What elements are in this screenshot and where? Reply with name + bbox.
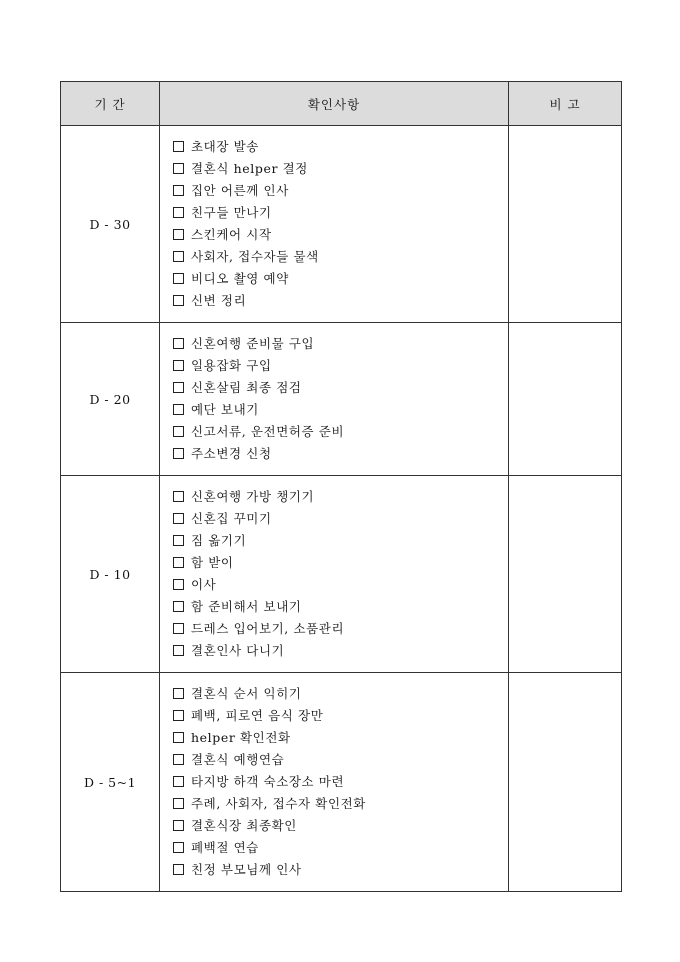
checkbox-square-icon[interactable] — [173, 448, 184, 459]
checklist-items — [173, 333, 508, 465]
checklist-item-label: 예단 보내기 — [191, 402, 259, 417]
checkbox-square-icon[interactable] — [173, 579, 184, 590]
checkbox-square-icon[interactable] — [173, 864, 184, 875]
checklist-item — [173, 486, 508, 508]
checklist-item — [173, 158, 508, 180]
table-row — [61, 126, 622, 323]
notes-cell — [509, 673, 622, 892]
checklist-item-label: 함 받이 — [191, 555, 234, 570]
checklist-item — [173, 793, 508, 815]
checklist-item-label: 친구들 만나기 — [191, 205, 272, 220]
checklist-item-label: 신고서류, 운전면허증 준비 — [191, 424, 345, 439]
checklist-item-label: 신변 정리 — [191, 293, 247, 308]
checkbox-square-icon[interactable] — [173, 295, 184, 306]
checklist-item — [173, 202, 508, 224]
items-cell — [160, 126, 509, 323]
checkbox-square-icon[interactable] — [173, 273, 184, 284]
checklist-item — [173, 421, 508, 443]
header-row — [61, 82, 622, 126]
checklist-item-label: 타지방 하객 숙소장소 마련 — [191, 774, 345, 789]
checkbox-square-icon[interactable] — [173, 754, 184, 765]
checklist-item-label: 폐백, 피로연 음식 장만 — [191, 708, 324, 723]
checkbox-square-icon[interactable] — [173, 557, 184, 568]
table-row — [61, 476, 622, 673]
checklist-item — [173, 399, 508, 421]
table-row — [61, 323, 622, 476]
checklist-item-label: 이사 — [191, 577, 217, 592]
period-cell: D - 10 — [61, 476, 160, 673]
checkbox-square-icon[interactable] — [173, 185, 184, 196]
checklist-item — [173, 837, 508, 859]
checklist-item — [173, 705, 508, 727]
checklist-item — [173, 246, 508, 268]
checklist-item — [173, 596, 508, 618]
checklist-item — [173, 683, 508, 705]
checklist-item — [173, 508, 508, 530]
checkbox-square-icon[interactable] — [173, 491, 184, 502]
checkbox-square-icon[interactable] — [173, 645, 184, 656]
checklist-item-label: 폐백절 연습 — [191, 840, 259, 855]
checklist-table — [60, 81, 622, 892]
items-cell — [160, 323, 509, 476]
checklist-item — [173, 618, 508, 640]
checkbox-square-icon[interactable] — [173, 360, 184, 371]
checklist-item — [173, 552, 508, 574]
checkbox-square-icon[interactable] — [173, 382, 184, 393]
checklist-item-label: 친정 부모님께 인사 — [191, 862, 302, 877]
checklist-item-label: 함 준비해서 보내기 — [191, 599, 302, 614]
header-items: 확인사항 — [160, 82, 509, 126]
checkbox-square-icon[interactable] — [173, 513, 184, 524]
checklist-item-label: 신혼집 꾸미기 — [191, 511, 272, 526]
checkbox-square-icon[interactable] — [173, 229, 184, 240]
checkbox-square-icon[interactable] — [173, 207, 184, 218]
items-cell — [160, 673, 509, 892]
checklist-item-label: 비디오 촬영 예약 — [191, 271, 289, 286]
checklist-item-label: 사회자, 접수자들 물색 — [191, 249, 319, 264]
checkbox-square-icon[interactable] — [173, 601, 184, 612]
checklist-item-label: 결혼식 helper 결정 — [191, 161, 308, 176]
checklist-item — [173, 377, 508, 399]
checkbox-square-icon[interactable] — [173, 163, 184, 174]
checkbox-square-icon[interactable] — [173, 798, 184, 809]
checkbox-square-icon[interactable] — [173, 338, 184, 349]
checkbox-square-icon[interactable] — [173, 141, 184, 152]
checklist-items — [173, 136, 508, 312]
period-cell: D - 5~1 — [61, 673, 160, 892]
checkbox-square-icon[interactable] — [173, 842, 184, 853]
checklist-item-label: 주소변경 신청 — [191, 446, 272, 461]
checklist-item-label: helper 확인전화 — [191, 730, 291, 745]
notes-cell — [509, 126, 622, 323]
checkbox-square-icon[interactable] — [173, 820, 184, 831]
checklist-item-label: 신혼살림 최종 점검 — [191, 380, 302, 395]
checkbox-square-icon[interactable] — [173, 623, 184, 634]
checklist-items — [173, 683, 508, 881]
checklist-item-label: 초대장 발송 — [191, 139, 259, 154]
notes-cell — [509, 323, 622, 476]
checklist-item — [173, 815, 508, 837]
checkbox-square-icon[interactable] — [173, 732, 184, 743]
checklist-item-label: 주례, 사회자, 접수자 확인전화 — [191, 796, 366, 811]
checklist-item-label: 결혼식장 최종확인 — [191, 818, 297, 833]
table-row — [61, 673, 622, 892]
checklist-item — [173, 355, 508, 377]
checklist-item — [173, 530, 508, 552]
checklist-item — [173, 180, 508, 202]
checklist-item-label: 드레스 입어보기, 소품관리 — [191, 621, 345, 636]
checklist-item-label: 일용잡화 구입 — [191, 358, 272, 373]
checklist-item — [173, 136, 508, 158]
checklist-item — [173, 333, 508, 355]
header-notes: 비 고 — [509, 82, 622, 126]
header-period: 기 간 — [61, 82, 160, 126]
checkbox-square-icon[interactable] — [173, 710, 184, 721]
checklist-item — [173, 574, 508, 596]
checklist-item — [173, 268, 508, 290]
items-cell — [160, 476, 509, 673]
checkbox-square-icon[interactable] — [173, 535, 184, 546]
checklist-item — [173, 640, 508, 662]
checklist-item — [173, 859, 508, 881]
checkbox-square-icon[interactable] — [173, 776, 184, 787]
period-cell: D - 30 — [61, 126, 160, 323]
checkbox-square-icon[interactable] — [173, 426, 184, 437]
checkbox-square-icon[interactable] — [173, 251, 184, 262]
checklist-item-label: 짐 옮기기 — [191, 533, 247, 548]
checklist-item-label: 신혼여행 준비물 구입 — [191, 336, 315, 351]
checklist-item-label: 신혼여행 가방 챙기기 — [191, 489, 315, 504]
checklist-item — [173, 771, 508, 793]
checkbox-square-icon[interactable] — [173, 404, 184, 415]
checklist-item — [173, 749, 508, 771]
notes-cell — [509, 476, 622, 673]
checklist-item — [173, 727, 508, 749]
checklist-item-label: 집안 어른께 인사 — [191, 183, 289, 198]
checkbox-square-icon[interactable] — [173, 688, 184, 699]
checklist-item — [173, 443, 508, 465]
checklist-item-label: 결혼인사 다니기 — [191, 643, 285, 658]
checklist-item — [173, 224, 508, 246]
period-cell: D - 20 — [61, 323, 160, 476]
checklist-item-label: 스킨케어 시작 — [191, 227, 272, 242]
checklist-item-label: 결혼식 예행연습 — [191, 752, 285, 767]
checklist-item-label: 결혼식 순서 익히기 — [191, 686, 302, 701]
checklist-item — [173, 290, 508, 312]
checklist-items — [173, 486, 508, 662]
